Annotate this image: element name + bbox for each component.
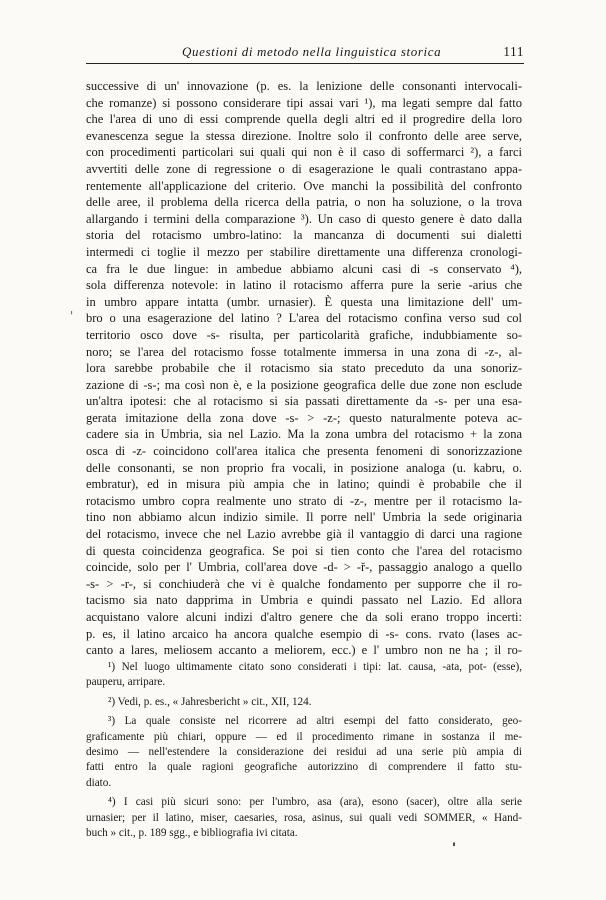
text-line: tacismo sia nato dapprima in Umbria e quindi passato nel Lazio. Ed allora [86, 593, 522, 608]
text-line: embratur), ed in misura più ampia che in latino; quindi è probabile che il [86, 477, 522, 492]
text-line: acquistano valore alcuni indizi d'altro genere che da soli erano troppo incerti: [86, 610, 522, 624]
text-line: un'altra ipotesi: che al rotacismo si sia passati direttamente da -s- per una esa- [86, 394, 522, 409]
text-line: delle consonanti, se non proprio fra vocali, in posizione analoga (u. kabru, o. [86, 460, 522, 475]
text-line: osca di -z- coincidono coll'area italica che presenta fenomeni di sonorizzazione [86, 444, 522, 459]
text-line: zazione di -s-; ma così non è, e la posizione geografica delle due zone non esclude [86, 377, 522, 392]
text-line: successive di un' innovazione (p. es. la lenizione delle consonanti intervocali- [86, 79, 522, 93]
footnote-line: diato. [86, 776, 112, 789]
text-line: noro; se l'area del rotacismo fosse totalmente immersa in una zona di -z-, al- [86, 344, 522, 359]
text-line: storia del rotacismo umbro-latino: la mancanza di documenti sui dialetti [86, 228, 522, 243]
footnote-line: ¹) Nel luogo ultimamente citato sono considerati i tipi: lat. causa, -ata, pot- (esse), [108, 661, 522, 673]
page-header [86, 44, 524, 64]
running-head: Questioni di metodo nella linguistica storica [182, 44, 442, 59]
text-line: con procedimenti particolari sui quali qui non è il caso di soffermarci ²), a farci [86, 145, 522, 160]
text-line: di questa coincidenza geografica. Se poi si tien conto che l'area del rotacismo [86, 543, 522, 558]
text-line: in umbro appare intatta (umbr. urnasier). È questa una limitazione dell' um- [86, 294, 522, 309]
text-line: evanescenza segue la stessa direzione. Inoltre solo il confronto delle aree serve, [86, 128, 522, 143]
text-line: tino non abbiamo alcun indizio simile. Il porre nell' Umbria la sede originaria [86, 510, 522, 525]
footnote-line: graficamente più chiari, oppure — ed il procedimento rimane in sostanza il me- [86, 730, 522, 743]
footnote [86, 714, 522, 791]
text-line: -s- > -r-, si conchiuderà che vi è qualche fondamento per supporre che il ro- [86, 576, 522, 591]
footnote [86, 795, 522, 841]
text-line: allargando i termini della comparazione ³). Un caso di questo genere è dato dalla [86, 211, 522, 226]
footnote-line: ²) Vedi, p. es., « Jahresbericht » cit., XII, 124. [108, 695, 312, 708]
text-line: gerata imitazione della zona dove -s- > -z-; questo naturalmente poteva ac- [86, 410, 522, 425]
text-line: che l'area di uno di essi comprende quella degli altri ed il progredire della loro [86, 112, 522, 127]
text-line: lora sarebbe probabile che il rotacismo sia stato preceduto da una sonoriz- [86, 361, 522, 376]
text-line: che romanze) si possono considerare tipi assai vari ¹), ma legati sempre dal fatto [86, 95, 522, 110]
text-line: del rotacismo, invece che nel Lazio avrebbe già il vantaggio di darci una ragione [86, 527, 522, 542]
text-line: territorio osco dove -s- risulta, per particolarità grafiche, indubbiamente so- [86, 327, 522, 342]
text-line: rentemente all'applicazione del criterio. Ove manchi la possibilità del confronto [86, 178, 522, 193]
text-line: bro o una esagerazione del latino ? L'area del rotacismo confina verso sud col [86, 311, 522, 326]
footnote [86, 660, 522, 691]
footnote-line: urnasier; per il latino, miser, caesaries, rosa, asinus, sui quali vedi SOMMER, « Hand- [86, 811, 522, 824]
text-line: intermedi ci toglie il mezzo per stabilire direttamente una differenza cronologi- [86, 244, 522, 259]
text-line: p. es, il latino arcaico ha ancora qualche esempio di -s- cons. rvato (lases ac- [86, 626, 522, 641]
footnote-line: pauperu, arripare. [86, 676, 166, 689]
text-line: cadere sia in Umbria, sia nel Lazio. Ma la zona umbra del rotacismo + la zona [86, 427, 522, 442]
page-number: 111 [503, 44, 524, 59]
footnote [86, 695, 522, 710]
text-line: rotacismo umbro copra realmente uno strato di -z-, mentre per il rotacismo la- [86, 493, 522, 508]
text-line: ca fra le due lingue: in ambedue abbiamo alcuni casi di -s conservato ⁴), [86, 261, 522, 276]
header-rule [86, 63, 524, 64]
text-line: coincide, solo per l' Umbria, coll'area dove -d- > -ř-, passaggio analogo a quello [86, 560, 522, 575]
text-line: avvertiti delle zone di regressione o di esagerazione le quali contrastano appa- [86, 161, 522, 176]
text-line: sola differenza notevole: in latino il rotacismo afferra pure la serie -arius che [86, 278, 522, 293]
text-line: canto a lares, meliosem accanto a meliorem, ecc.) e l' umbro non ne ha ; il ro- [86, 643, 522, 658]
text-line: delle aree, il problema della ricerca della patria, o non ha soluzione, o la trova [86, 195, 522, 210]
footnote-line: fatti entro la quale ragioni geografiche autorizzino di comprendere il fatto stu- [86, 761, 522, 774]
footnote-line: ³) La quale consiste nel ricorrere ad altri esempi del fatto considerato, geo- [108, 715, 522, 728]
footnote-line: desimo — nell'estendere la considerazione dei residui ad una serie più ampia di [86, 745, 522, 758]
main-text [86, 78, 522, 659]
footnote-line: ⁴) I casi più sicuri sono: per l'umbro, asa (ara), esono (sacer), oltre alla serie [108, 796, 522, 809]
margin-mark: ' [70, 309, 74, 323]
stray-mark: ' [452, 841, 456, 856]
footnote-line: buch » cit., p. 189 sgg., e bibliografia ivi citata. [86, 826, 298, 839]
footnotes [86, 660, 522, 841]
